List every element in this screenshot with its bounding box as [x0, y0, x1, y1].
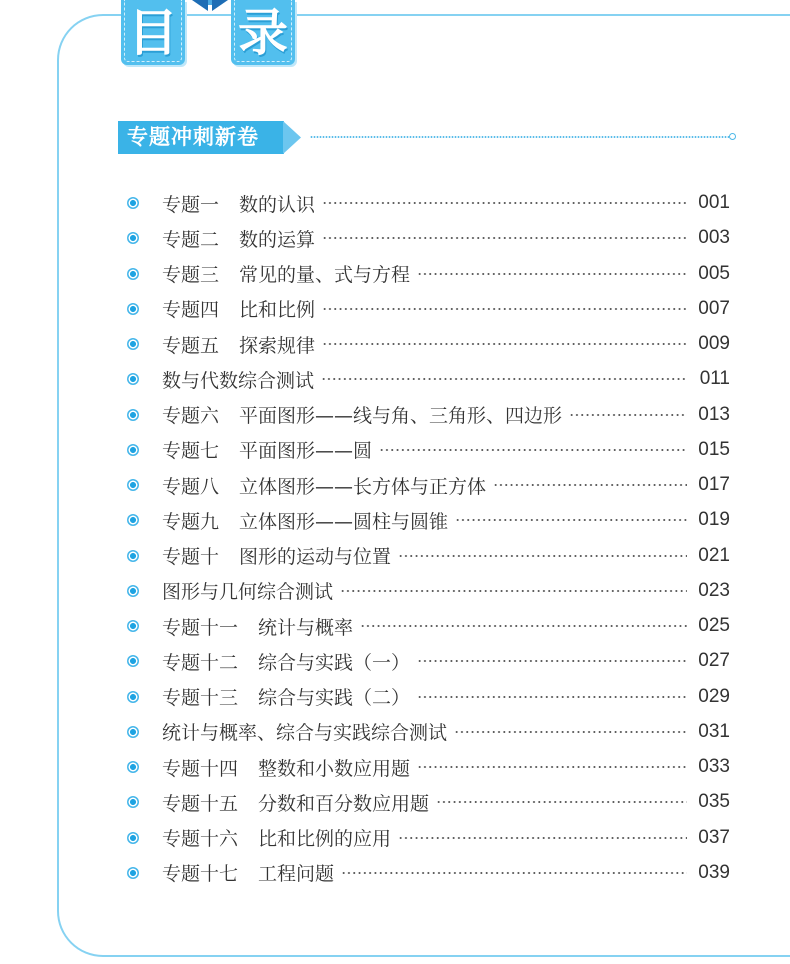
bullet-icon	[127, 585, 139, 597]
toc-entry-page: 019	[698, 509, 730, 531]
bullet-icon	[127, 409, 139, 421]
toc-entry-label: 专题十五	[162, 792, 239, 815]
leader-dots	[321, 377, 687, 381]
toc-entry-label: 专题九	[162, 510, 220, 533]
leader-dots	[436, 800, 687, 804]
bullet-icon	[127, 761, 139, 773]
toc-entry-label: 专题十一	[162, 616, 239, 639]
toc-entry	[127, 327, 730, 362]
toc-entry-label: 专题十二	[162, 651, 239, 674]
leader-dots	[569, 413, 687, 417]
toc-entry	[127, 573, 730, 608]
toc-entry-page: 003	[698, 227, 730, 249]
toc-entry-label: 专题十三	[162, 687, 239, 710]
leader-dots	[398, 554, 687, 558]
toc-entry-title: 比和比例的应用	[258, 828, 392, 851]
leader-dots	[322, 201, 687, 205]
toc-entry	[127, 855, 730, 890]
bullet-icon	[127, 479, 139, 491]
leader-dots	[455, 518, 687, 522]
circle-icon	[729, 133, 736, 140]
toc-entry-title: 整数和小数应用题	[258, 757, 411, 780]
toc-entry	[127, 609, 730, 644]
toc-entry-page: 001	[698, 192, 730, 214]
bullet-icon	[127, 655, 139, 667]
toc-entry-label: 专题二	[162, 228, 220, 251]
toc-entry	[127, 644, 730, 679]
title-tile-2	[231, 0, 295, 65]
toc-entry-page: 031	[698, 720, 730, 742]
toc-entry	[127, 291, 730, 326]
toc-entry-label: 专题十七	[162, 863, 239, 886]
toc-entry-page: 021	[698, 544, 730, 566]
toc-entry	[127, 714, 730, 749]
toc-entry	[127, 750, 730, 785]
leader-dots	[417, 765, 687, 769]
toc-entry-page: 035	[698, 791, 730, 813]
toc-entry	[127, 362, 730, 397]
toc-entry-page: 037	[698, 826, 730, 848]
toc-entry-title: 综合与实践（一）	[258, 651, 411, 674]
toc-entry-title: 探索规律	[239, 334, 316, 357]
toc-entry-page: 029	[698, 685, 730, 707]
toc-entry	[127, 432, 730, 467]
toc-entry-label: 专题十四	[162, 757, 239, 780]
toc-entry	[127, 397, 730, 432]
leader-dots	[340, 589, 687, 593]
toc-entry	[127, 468, 730, 503]
title-tile-1	[121, 0, 185, 65]
toc-list	[127, 186, 730, 891]
leader-dots	[398, 836, 687, 840]
bullet-icon	[127, 338, 139, 350]
toc-entry-title: 工程问题	[258, 863, 335, 886]
toc-entry-title: 比和比例	[239, 299, 316, 322]
bullet-icon	[127, 514, 139, 526]
toc-entry-title: 分数和百分数应用题	[258, 792, 430, 815]
toc-entry-label: 专题六	[162, 405, 220, 428]
toc-entry-label: 专题四	[162, 299, 220, 322]
toc-entry-label: 专题五	[162, 334, 220, 357]
bullet-icon	[127, 550, 139, 562]
toc-entry	[127, 820, 730, 855]
toc-entry	[127, 186, 730, 221]
leader-dots	[360, 624, 687, 628]
toc-entry-page: 027	[698, 650, 730, 672]
toc-entry-title: 立体图形——圆柱与圆锥	[239, 510, 449, 533]
bullet-icon	[127, 726, 139, 738]
toc-entry-title: 图形的运动与位置	[239, 546, 392, 569]
toc-entry	[127, 538, 730, 573]
leader-dots	[322, 307, 687, 311]
toc-entry	[127, 785, 730, 820]
toc-entry-title: 综合与实践（二）	[258, 687, 411, 710]
dotted-rule	[310, 136, 729, 138]
toc-entry-page: 017	[698, 474, 730, 496]
bullet-icon	[127, 832, 139, 844]
page-title-char-1: 目	[128, 3, 178, 62]
section-banner	[118, 121, 284, 154]
toc-entry	[127, 503, 730, 538]
bullet-icon	[127, 373, 139, 385]
toc-entry-title: 统计与概率、综合与实践综合测试	[162, 722, 448, 745]
toc-entry-page: 023	[698, 579, 730, 601]
bullet-icon	[127, 303, 139, 315]
bullet-icon	[127, 867, 139, 879]
section-title: 专题冲刺新卷	[127, 125, 259, 149]
toc-entry-title: 数的运算	[239, 228, 316, 251]
toc-entry-title: 立体图形——长方体与正方体	[239, 475, 487, 498]
leader-dots	[454, 730, 687, 734]
bullet-icon	[127, 691, 139, 703]
toc-entry-title: 平面图形——圆	[239, 440, 373, 463]
toc-entry	[127, 221, 730, 256]
toc-entry-label: 专题十六	[162, 828, 239, 851]
toc-entry-title: 数的认识	[239, 193, 316, 216]
toc-entry-page: 015	[698, 438, 730, 460]
leader-dots	[417, 659, 687, 663]
toc-entry-page: 039	[698, 861, 730, 883]
page-title-char-2: 录	[238, 3, 288, 62]
toc-entry-title: 图形与几何综合测试	[162, 581, 334, 604]
toc-entry	[127, 679, 730, 714]
bullet-icon	[127, 620, 139, 632]
leader-dots	[493, 483, 687, 487]
toc-entry-title: 平面图形——线与角、三角形、四边形	[239, 405, 563, 428]
leader-dots	[322, 342, 687, 346]
toc-entry-label: 专题十	[162, 546, 220, 569]
leader-dots	[417, 272, 687, 276]
toc-entry-page: 007	[698, 297, 730, 319]
toc-entry-page: 005	[698, 262, 730, 284]
toc-entry-page: 033	[698, 756, 730, 778]
toc-entry-page: 013	[698, 403, 730, 425]
bullet-icon	[127, 232, 139, 244]
leader-dots	[322, 236, 687, 240]
toc-entry-title: 常见的量、式与方程	[239, 264, 411, 287]
leader-dots	[417, 695, 687, 699]
leader-dots	[379, 448, 687, 452]
toc-entry-label: 专题八	[162, 475, 220, 498]
toc-entry-title: 统计与概率	[258, 616, 354, 639]
ribbon-icon	[190, 0, 230, 12]
bullet-icon	[127, 796, 139, 808]
toc-entry-page: 025	[698, 615, 730, 637]
toc-entry-label: 专题一	[162, 193, 220, 216]
toc-entry	[127, 256, 730, 291]
toc-entry-page: 011	[699, 368, 730, 390]
bullet-icon	[127, 444, 139, 456]
leader-dots	[341, 871, 687, 875]
toc-entry-title: 数与代数综合测试	[162, 369, 315, 392]
toc-entry-label: 专题三	[162, 264, 220, 287]
toc-entry-page: 009	[698, 333, 730, 355]
bullet-icon	[127, 268, 139, 280]
toc-entry-label: 专题七	[162, 440, 220, 463]
bullet-icon	[127, 197, 139, 209]
